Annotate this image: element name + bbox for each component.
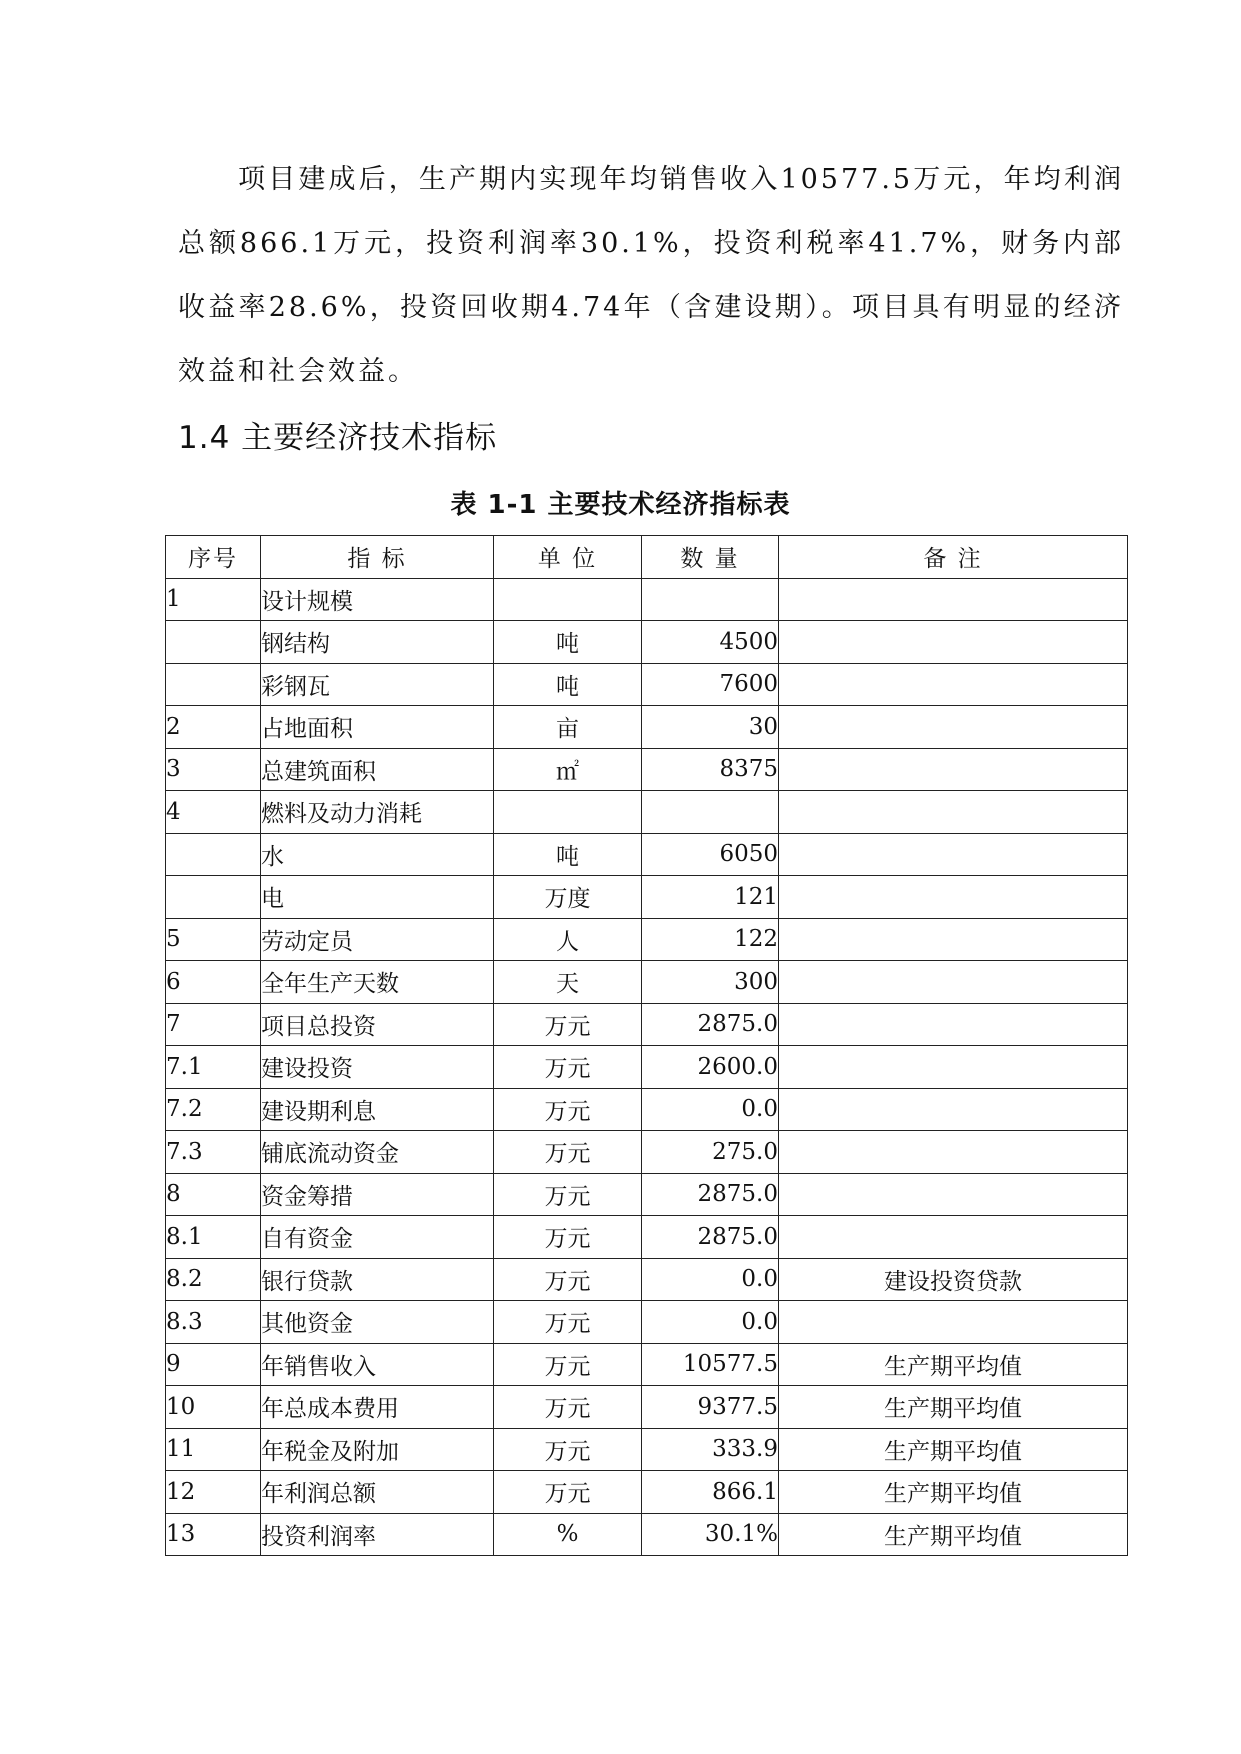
quantity-cell: 30.1%: [642, 1513, 779, 1556]
row-number-cell: 8: [166, 1173, 261, 1216]
quantity-cell: 30: [642, 706, 779, 749]
unit-cell: 万元: [494, 1258, 642, 1301]
unit-cell: 天: [494, 961, 642, 1004]
table-row: [166, 1216, 1128, 1259]
row-number-cell: 9: [166, 1343, 261, 1386]
row-number-cell: 12: [166, 1471, 261, 1514]
unit-cell: 万元: [494, 1088, 642, 1131]
table-row: [166, 876, 1128, 919]
unit-cell: 万元: [494, 1216, 642, 1259]
remarks-cell: [779, 1131, 1128, 1174]
table-row: [166, 1258, 1128, 1301]
unit-cell: 万元: [494, 1343, 642, 1386]
unit-cell: 万元: [494, 1003, 642, 1046]
header-indicator: 指 标: [261, 536, 494, 579]
indicator-name-cell: 电: [261, 876, 494, 919]
indicator-name-cell: 银行贷款: [261, 1258, 494, 1301]
unit-cell: [494, 791, 642, 834]
remarks-cell: [779, 791, 1128, 834]
table-row: [166, 1301, 1128, 1344]
remarks-cell: [779, 663, 1128, 706]
table-row: [166, 748, 1128, 791]
quantity-cell: 7600: [642, 663, 779, 706]
row-number-cell: 7.2: [166, 1088, 261, 1131]
table-row: [166, 1173, 1128, 1216]
row-number-cell: 11: [166, 1428, 261, 1471]
indicator-name-cell: 铺底流动资金: [261, 1131, 494, 1174]
indicator-name-cell: 年销售收入: [261, 1343, 494, 1386]
row-number-cell: 7: [166, 1003, 261, 1046]
table-row: [166, 1386, 1128, 1429]
unit-cell: 吨: [494, 663, 642, 706]
row-number-cell: 6: [166, 961, 261, 1004]
table-row: [166, 706, 1128, 749]
quantity-cell: 275.0: [642, 1131, 779, 1174]
quantity-cell: 2875.0: [642, 1173, 779, 1216]
indicator-name-cell: 自有资金: [261, 1216, 494, 1259]
indicator-name-cell: 投资利润率: [261, 1513, 494, 1556]
indicator-name-cell: 年利润总额: [261, 1471, 494, 1514]
row-number-cell: 7.1: [166, 1046, 261, 1089]
indicator-name-cell: 水: [261, 833, 494, 876]
remarks-cell: [779, 706, 1128, 749]
row-number-cell: 13: [166, 1513, 261, 1556]
remarks-cell: [779, 1088, 1128, 1131]
remarks-cell: [779, 1216, 1128, 1259]
quantity-cell: 9377.5: [642, 1386, 779, 1429]
table-row: [166, 1046, 1128, 1089]
quantity-cell: 866.1: [642, 1471, 779, 1514]
indicator-name-cell: 其他资金: [261, 1301, 494, 1344]
quantity-cell: 121: [642, 876, 779, 919]
indicator-name-cell: 燃料及动力消耗: [261, 791, 494, 834]
unit-cell: 万元: [494, 1173, 642, 1216]
indicator-name-cell: 建设期利息: [261, 1088, 494, 1131]
remarks-cell: [779, 1003, 1128, 1046]
row-number-cell: 2: [166, 706, 261, 749]
row-number-cell: [166, 876, 261, 919]
remarks-cell: 生产期平均值: [779, 1386, 1128, 1429]
quantity-cell: 333.9: [642, 1428, 779, 1471]
unit-cell: 万元: [494, 1131, 642, 1174]
summary-paragraph: [178, 148, 1124, 404]
remarks-cell: [779, 1046, 1128, 1089]
remarks-cell: 生产期平均值: [779, 1513, 1128, 1556]
row-number-cell: [166, 663, 261, 706]
quantity-cell: 10577.5: [642, 1343, 779, 1386]
table-row: [166, 1513, 1128, 1556]
header-remarks: 备 注: [779, 536, 1128, 579]
table-row: [166, 1471, 1128, 1514]
indicator-name-cell: 劳动定员: [261, 918, 494, 961]
remarks-cell: 生产期平均值: [779, 1471, 1128, 1514]
table-row: [166, 918, 1128, 961]
quantity-cell: 300: [642, 961, 779, 1004]
indicator-name-cell: 设计规模: [261, 578, 494, 621]
quantity-cell: 0.0: [642, 1258, 779, 1301]
remarks-cell: [779, 621, 1128, 664]
indicator-name-cell: 建设投资: [261, 1046, 494, 1089]
quantity-cell: [642, 791, 779, 834]
quantity-cell: 8375: [642, 748, 779, 791]
quantity-cell: 0.0: [642, 1301, 779, 1344]
unit-cell: %: [494, 1513, 642, 1556]
quantity-cell: 0.0: [642, 1088, 779, 1131]
section-heading: 1.4 主要经济技术指标: [178, 420, 498, 456]
unit-cell: 人: [494, 918, 642, 961]
table-row: [166, 791, 1128, 834]
table-body: [166, 578, 1128, 1556]
remarks-cell: [779, 918, 1128, 961]
row-number-cell: 8.1: [166, 1216, 261, 1259]
remarks-cell: 生产期平均值: [779, 1428, 1128, 1471]
row-number-cell: 4: [166, 791, 261, 834]
table-row: [166, 621, 1128, 664]
remarks-cell: [779, 748, 1128, 791]
summary-paragraph-text: 项目建成后，生产期内实现年均销售收入10577.5万元，年均利润总额866.1万元，投资利润率30.1%，投资利税率41.7%，财务内部收益率28.6%，投资回收期4.74年（含建设期）。项目具有明显的经济效益和社会效益。: [178, 164, 1124, 387]
table-caption: 表 1-1 主要技术经济指标表: [450, 490, 791, 520]
quantity-cell: 2875.0: [642, 1216, 779, 1259]
table-row: [166, 961, 1128, 1004]
indicator-name-cell: 彩钢瓦: [261, 663, 494, 706]
indicators-table: [165, 535, 1128, 1556]
unit-cell: 亩: [494, 706, 642, 749]
remarks-cell: [779, 833, 1128, 876]
table-row: [166, 1428, 1128, 1471]
row-number-cell: 7.3: [166, 1131, 261, 1174]
quantity-cell: 6050: [642, 833, 779, 876]
remarks-cell: [779, 1173, 1128, 1216]
quantity-cell: [642, 578, 779, 621]
unit-cell: 吨: [494, 833, 642, 876]
unit-cell: 万元: [494, 1386, 642, 1429]
remarks-cell: [779, 578, 1128, 621]
unit-cell: 万元: [494, 1428, 642, 1471]
unit-cell: [494, 578, 642, 621]
row-number-cell: 3: [166, 748, 261, 791]
unit-cell: 吨: [494, 621, 642, 664]
quantity-cell: 4500: [642, 621, 779, 664]
indicator-name-cell: 全年生产天数: [261, 961, 494, 1004]
indicator-name-cell: 项目总投资: [261, 1003, 494, 1046]
remarks-cell: 生产期平均值: [779, 1343, 1128, 1386]
row-number-cell: 1: [166, 578, 261, 621]
remarks-cell: [779, 876, 1128, 919]
header-no: 序号: [166, 536, 261, 579]
indicator-name-cell: 总建筑面积: [261, 748, 494, 791]
table-header-row: [166, 536, 1128, 579]
quantity-cell: 122: [642, 918, 779, 961]
table-row: [166, 1088, 1128, 1131]
row-number-cell: [166, 833, 261, 876]
indicator-name-cell: 资金筹措: [261, 1173, 494, 1216]
indicator-name-cell: 年税金及附加: [261, 1428, 494, 1471]
table-row: [166, 1131, 1128, 1174]
table-row: [166, 833, 1128, 876]
unit-cell: 万度: [494, 876, 642, 919]
indicator-name-cell: 钢结构: [261, 621, 494, 664]
indicator-name-cell: 年总成本费用: [261, 1386, 494, 1429]
table-row: [166, 663, 1128, 706]
header-unit: 单 位: [494, 536, 642, 579]
row-number-cell: 8.2: [166, 1258, 261, 1301]
unit-cell: ㎡: [494, 748, 642, 791]
table-row: [166, 578, 1128, 621]
table-row: [166, 1343, 1128, 1386]
row-number-cell: [166, 621, 261, 664]
table-row: [166, 1003, 1128, 1046]
quantity-cell: 2600.0: [642, 1046, 779, 1089]
unit-cell: 万元: [494, 1301, 642, 1344]
unit-cell: 万元: [494, 1046, 642, 1089]
row-number-cell: 5: [166, 918, 261, 961]
row-number-cell: 10: [166, 1386, 261, 1429]
remarks-cell: 建设投资贷款: [779, 1258, 1128, 1301]
remarks-cell: [779, 1301, 1128, 1344]
indicator-name-cell: 占地面积: [261, 706, 494, 749]
quantity-cell: 2875.0: [642, 1003, 779, 1046]
row-number-cell: 8.3: [166, 1301, 261, 1344]
header-quantity: 数 量: [642, 536, 779, 579]
remarks-cell: [779, 961, 1128, 1004]
unit-cell: 万元: [494, 1471, 642, 1514]
